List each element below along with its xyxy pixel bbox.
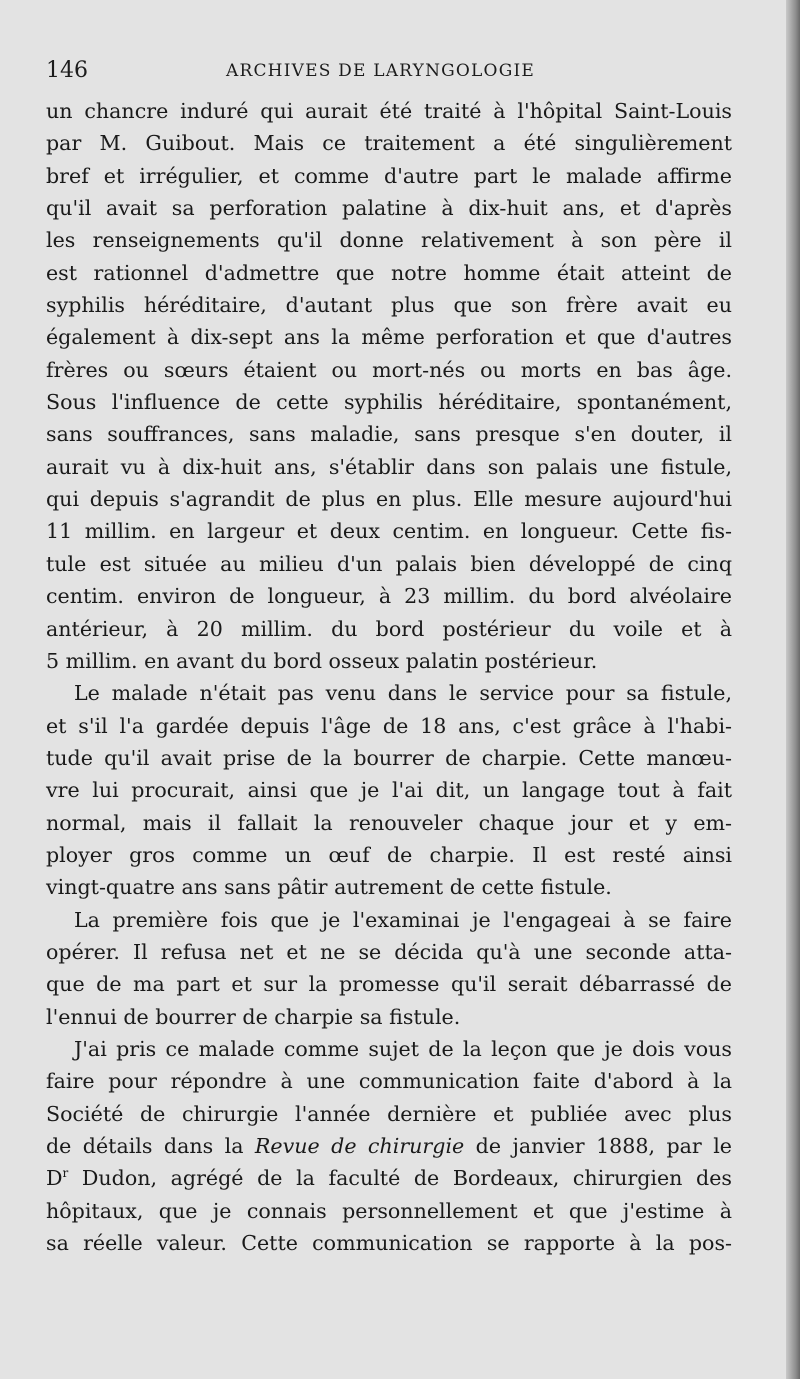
text-line: sans souffrances, sans maladie, sans presque s'en douter, il bbox=[46, 422, 732, 447]
text-line: centim. environ de longueur, à 23 millim. du bord alvéolaire bbox=[46, 584, 732, 609]
text-line: tule est située au milieu d'un palais bien développé de cinq bbox=[46, 551, 732, 576]
text-line: J'ai pris ce malade comme sujet de la leçon que je dois vous bbox=[74, 1036, 732, 1061]
text-line-rich bbox=[46, 1130, 732, 1162]
text-line: Société de chirurgie l'année dernière et publiée avec plus bbox=[46, 1101, 732, 1126]
text-line: Sous l'influence de cette syphilis héréditaire, spontanément, bbox=[46, 390, 732, 415]
text-line: hôpitaux, que je connais personnellement et que j'estime à bbox=[46, 1198, 732, 1223]
text-line: 11 millim. en largeur et deux centim. en longueur. Cette fis- bbox=[46, 519, 732, 544]
journal-title: Revue de chirurgie bbox=[254, 1134, 465, 1158]
text-line: faire pour répondre à une communication faite d'abord à la bbox=[46, 1069, 732, 1094]
text-line: Le malade n'était pas venu dans le service pour sa fistule, bbox=[74, 681, 732, 706]
text-line: les renseignements qu'il donne relativement à son père il bbox=[46, 228, 732, 253]
text-line: vre lui procurait, ainsi que je l'ai dit, un langage tout à fait bbox=[46, 778, 732, 803]
text-line: vingt-quatre ans sans pâtir autrement de cette fistule. bbox=[46, 875, 612, 900]
text-line: qu'il avait sa perforation palatine à dix-huit ans, et d'après bbox=[46, 196, 732, 221]
page-edge-shadow bbox=[786, 0, 800, 1379]
text-line: 5 millim. en avant du bord osseux palatin postérieur. bbox=[46, 648, 598, 673]
superscript: r bbox=[62, 1166, 69, 1181]
text-line: est rationnel d'admettre que notre homme était atteint de bbox=[46, 260, 732, 285]
text-line: qui depuis s'agrandit de plus en plus. Elle mesure aujourd'hui bbox=[46, 487, 732, 512]
text-run: D bbox=[46, 1166, 63, 1191]
text-line: l'ennui de bourrer de charpie sa fistule. bbox=[46, 1004, 461, 1029]
page-header bbox=[46, 58, 566, 92]
text-line: syphilis héréditaire, d'autant plus que son frère avait eu bbox=[46, 293, 732, 318]
body-text bbox=[46, 95, 732, 1259]
text-line: normal, mais il fallait la renouveler chaque jour et y em- bbox=[46, 810, 732, 835]
text-run: de janvier 1888, par le bbox=[464, 1134, 732, 1158]
text-line: tude qu'il avait prise de la bourrer de charpie. Cette manœu- bbox=[46, 745, 732, 770]
text-line: aurait vu à dix-huit ans, s'établir dans son palais une fistule, bbox=[46, 454, 732, 479]
text-line: et s'il l'a gardée depuis l'âge de 18 ans, c'est grâce à l'habi- bbox=[46, 713, 732, 738]
text-line: par M. Guibout. Mais ce traitement a été singulièrement bbox=[46, 131, 732, 156]
page-number: 146 bbox=[46, 58, 88, 83]
text-line: La première fois que je l'examinai je l'engageai à se faire bbox=[74, 907, 732, 932]
text-run: Dudon, agrégé de la faculté de Bordeaux, chirurgien des bbox=[68, 1166, 732, 1191]
text-line: antérieur, à 20 millim. du bord postérieur du voile et à bbox=[46, 616, 732, 641]
text-line-rich bbox=[46, 1162, 732, 1194]
text-line: un chancre induré qui aurait été traité à l'hôpital Saint-Louis bbox=[46, 99, 732, 123]
running-head: ARCHIVES DE LARYNGOLOGIE bbox=[226, 61, 535, 81]
text-line: opérer. Il refusa net et ne se décida qu'à une seconde atta- bbox=[46, 939, 732, 964]
text-line: également à dix-sept ans la même perforation et que d'autres bbox=[46, 325, 732, 350]
text-line: que de ma part et sur la promesse qu'il serait débarrassé de bbox=[46, 972, 732, 997]
text-line: bref et irrégulier, et comme d'autre part le malade affirme bbox=[46, 163, 732, 188]
text-line: frères ou sœurs étaient ou mort-nés ou morts en bas âge. bbox=[46, 357, 732, 382]
text-line: ployer gros comme un œuf de charpie. Il est resté ainsi bbox=[46, 842, 732, 867]
text-line: sa réelle valeur. Cette communication se rapporte à la pos- bbox=[46, 1231, 732, 1256]
text-run: de détails dans la bbox=[46, 1134, 255, 1158]
